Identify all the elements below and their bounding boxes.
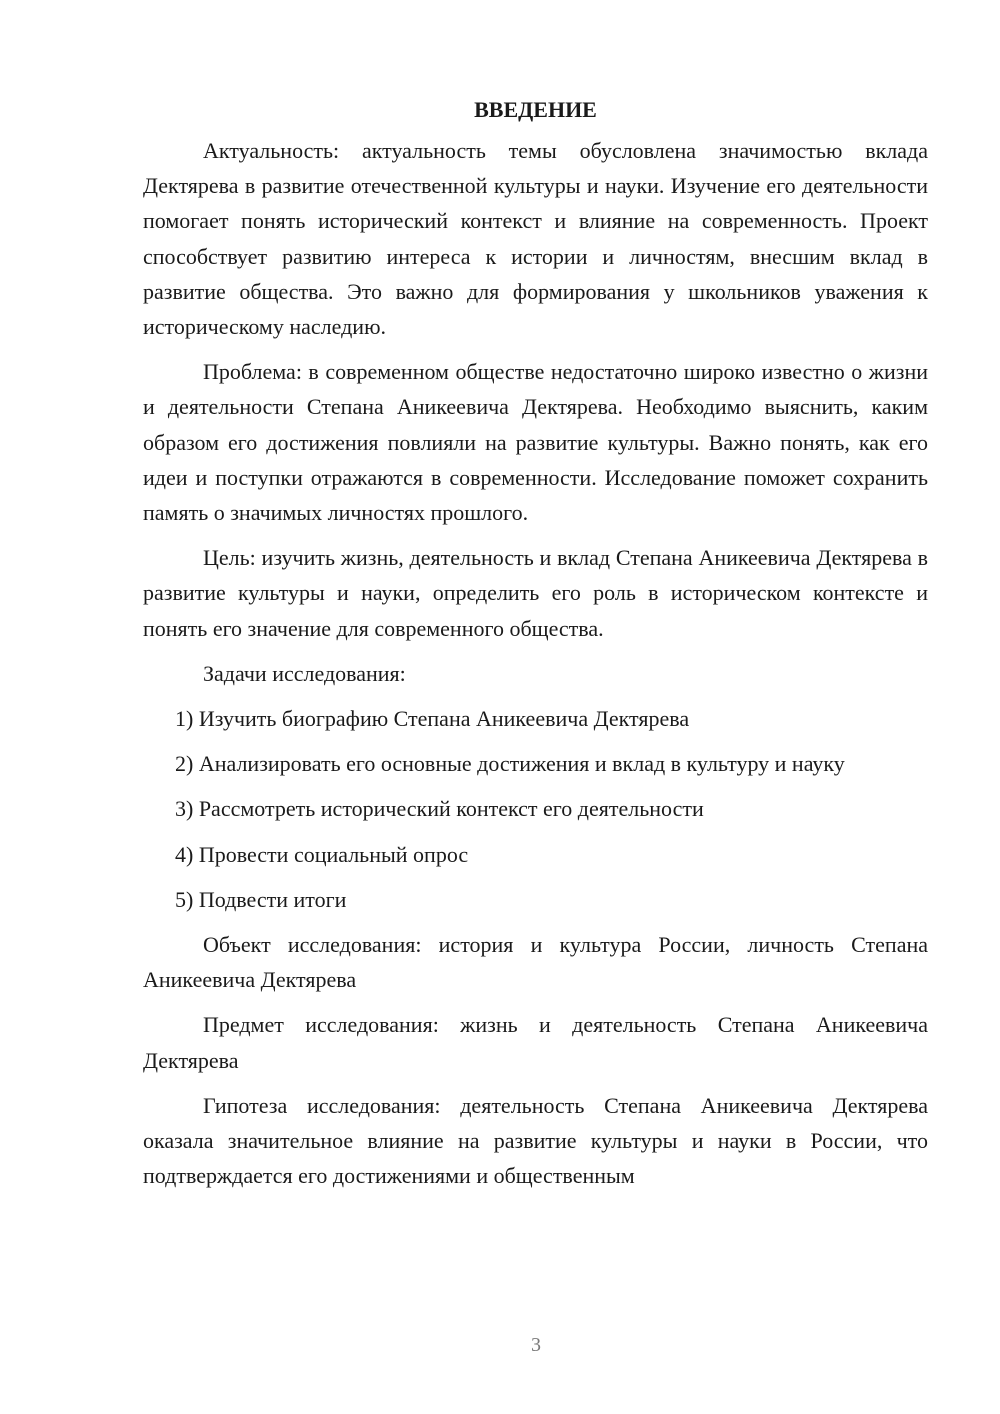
section-title: ВВЕДЕНИЕ [474,97,597,122]
page-number: 3 [531,1334,541,1356]
relevance-paragraph: Актуальность: актуальность темы обусловлена значимостью вклада Дектярева в развитие отечественной культуры и науки. Изучение его деятельности помогает понять исторический контекст и влияние на современность. Проект способствует развитию интереса к истории и личностям, внесшим вклад в развитие общества. Это важно для формирования у школьников уважения к историческому наследию. [143,138,928,340]
task-item-1: 1) Изучить биографию Степана Аникеевича Дектярева [175,706,690,732]
page-content [143,92,928,1203]
task-item-5: 5) Подвести итоги [175,886,347,912]
subject-paragraph: Предмет исследования: жизнь и деятельность Степана Аникеевича Дектярева [143,1012,928,1073]
tasks-heading: Задачи исследования: [203,660,406,686]
problem-paragraph: Проблема: в современном обществе недостаточно широко известно о жизни и деятельности Степана Аникеевича Дектярева. Необходимо выяснить, каким образом его достижения повлияли на развитие культуры. Важно понять, как его идеи и поступки отражаются в современности. Исследование поможет сохранить память о значимых личностях прошлого. [143,359,928,526]
task-item-2: 2) Анализировать его основные достижения и вклад в культуру и науку [175,751,845,777]
goal-paragraph: Цель: изучить жизнь, деятельность и вклад Степана Аникеевича Дектярева в развитие культуры и науки, определить его роль в историческом контексте и понять его значение для современного общества. [143,545,928,641]
hypothesis-paragraph: Гипотеза исследования: деятельность Степана Аникеевича Дектярева оказала значительное влияние на развитие культуры и науки в России, что подтверждается его достижениями и общественным [143,1092,928,1189]
task-item-3: 3) Рассмотреть исторический контекст его деятельности [175,796,704,822]
task-item-4: 4) Провести социальный опрос [175,841,469,867]
object-paragraph: Объект исследования: история и культура России, личность Степана Аникеевича Дектярева [143,932,928,993]
